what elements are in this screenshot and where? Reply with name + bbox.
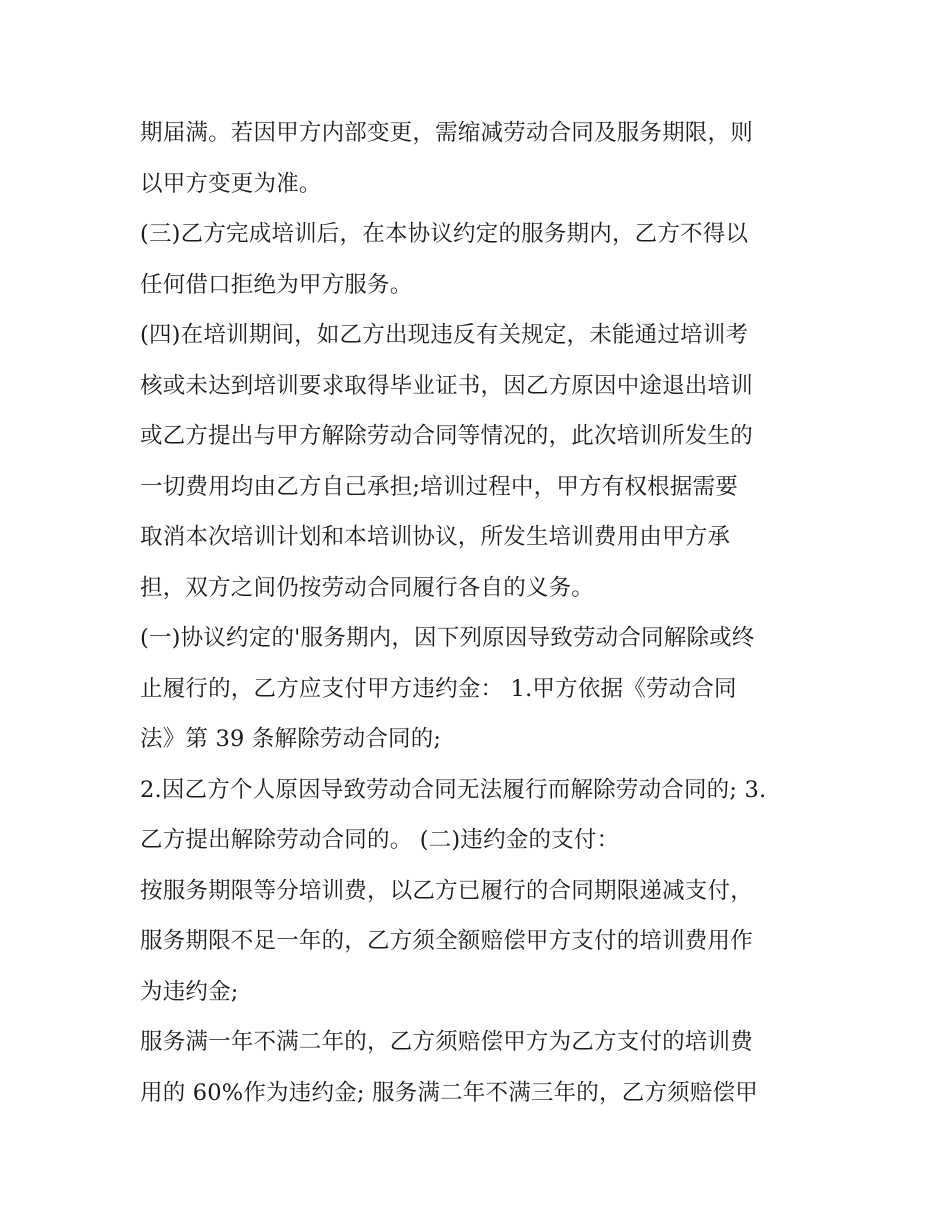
text-line: 乙方提出解除劳动合同的。 (二)违约金的支付： bbox=[140, 827, 620, 853]
text-line: 2.因乙方个人原因导致劳动合同无法履行而解除劳动合同的; 3. bbox=[140, 776, 767, 803]
text-line: 任何借口拒绝为甲方服务。 bbox=[140, 271, 413, 298]
text-line: 核或未达到培训要求取得毕业证书，因乙方原因中途退出培训 bbox=[140, 372, 753, 399]
text-line: 一切费用均由乙方自己承担;培训过程中，甲方有权根据需要 bbox=[140, 473, 738, 500]
text-line: (三)乙方完成培训后，在本协议约定的服务期内，乙方不得以 bbox=[140, 221, 749, 247]
document-page bbox=[140, 108, 820, 1118]
text-line: 期届满。若因甲方内部变更，需缩减劳动合同及服务期限，则 bbox=[140, 120, 753, 146]
text-line: 以甲方变更为准。 bbox=[140, 170, 322, 197]
text-line: (四)在培训期间，如乙方出现违反有关规定，未能通过培训考 bbox=[140, 322, 749, 348]
text-line: 止履行的，乙方应支付甲方违约金： 1.甲方依据《劳动合同 bbox=[140, 675, 737, 702]
text-line: 或乙方提出与甲方解除劳动合同等情况的，此次培训所发生的 bbox=[140, 423, 753, 449]
text-line: 取消本次培训计划和本培训协议，所发生培训费用由甲方承 bbox=[140, 524, 731, 550]
text-line: 为违约金; bbox=[140, 978, 239, 1005]
text-line: 按服务期限等分培训费，以乙方已履行的合同期限递减支付， bbox=[140, 877, 753, 904]
text-line: (一)协议约定的'服务期内，因下列原因导致劳动合同解除或终 bbox=[140, 625, 755, 651]
text-line: 法》第 39 条解除劳动合同的; bbox=[140, 726, 442, 752]
text-line: 用的 60%作为违约金; 服务满二年不满三年的，乙方须赔偿甲 bbox=[140, 1079, 758, 1106]
text-line: 服务期限不足一年的，乙方须全额赔偿甲方支付的培训费用作 bbox=[140, 928, 753, 954]
text-line: 服务满一年不满二年的，乙方须赔偿甲方为乙方支付的培训费 bbox=[140, 1029, 753, 1055]
text-line: 担，双方之间仍按劳动合同履行各自的义务。 bbox=[140, 574, 595, 601]
